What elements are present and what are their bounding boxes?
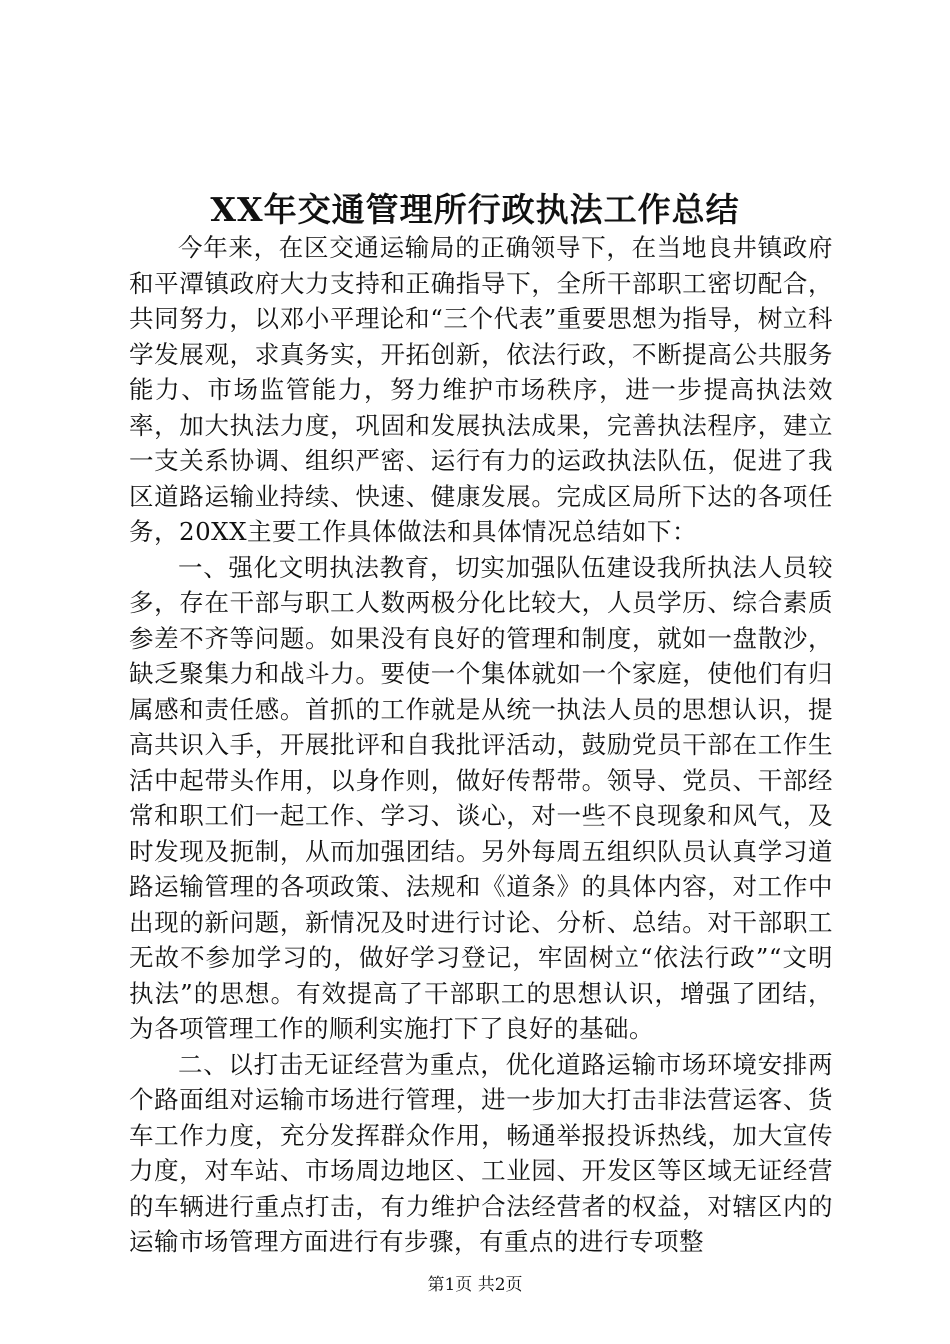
paragraph-section-2: 二、以打击无证经营为重点，优化道路运输市场环境安排两个路面组对运输市场进行管理，进一步加大打击非法营运客、货车工作力度，充分发挥群众作用，畅通举报投诉热线，加大宣传力度，对车站、市场周边地区、工业园、开发区等区域无证经营的车辆进行重点打击，有力维护合法经营者的权益，对辖区内的运输市场管理方面进行有步骤，有重点的进行专项整 — [129, 1049, 833, 1256]
page-number-footer: 第1页 共2页 — [427, 1275, 523, 1295]
document-body — [129, 230, 833, 1260]
paragraph-intro: 今年来，在区交通运输局的正确领导下，在当地良井镇政府和平潭镇政府大力支持和正确指导下，全所干部职工密切配合，共同努力，以邓小平理论和“三个代表”重要思想为指导，树立科学发展观，求真务实，开拓创新，依法行政，不断提高公共服务能力、市场监管能力，努力维护市场秩序，进一步提高执法效率，加大执法力度，巩固和发展执法成果，完善执法程序，建立一支关系协调、组织严密、运行有力的运政执法队伍，促进了我区道路运输业持续、快速、健康发展。完成区局所下达的各项任务，20XX主要工作具体做法和具体情况总结如下： — [129, 233, 833, 546]
paragraph-section-1: 一、强化文明执法教育，切实加强队伍建设我所执法人员较多，存在干部与职工人数两极分化比较大，人员学历、综合素质参差不齐等问题。如果没有良好的管理和制度，就如一盘散沙，缺乏聚集力和战斗力。要使一个集体就如一个家庭，使他们有归属感和责任感。首抓的工作就是从统一执法人员的思想认识，提高共识入手，开展批评和自我批评活动，鼓励党员干部在工作生活中起带头作用，以身作则，做好传帮带。领导、党员、干部经常和职工们一起工作、学习、谈心，对一些不良现象和风气，及时发现及扼制，从而加强团结。另外每周五组织队员认真学习道路运输管理的各项政策、法规和《道条》的具体内容，对工作中出现的新问题，新情况及时进行讨论、分析、总结。对干部职工无故不参加学习的，做好学习登记，牢固树立“依法行政”“文明执法”的思想。有效提高了干部职工的思想认识，增强了团结，为各项管理工作的顺利实施打下了良好的基础。 — [129, 552, 833, 1043]
document-title: XX年交通管理所行政执法工作总结 — [210, 190, 740, 229]
